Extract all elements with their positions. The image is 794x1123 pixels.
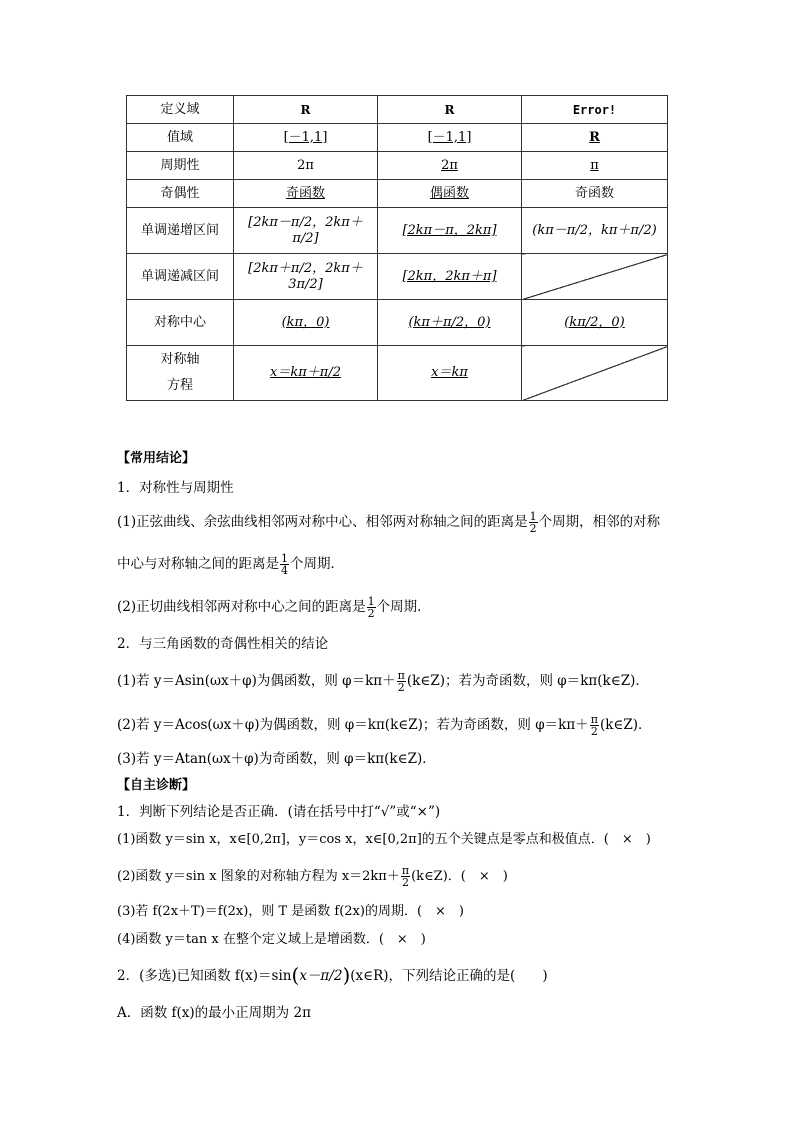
- row-label: 值域: [127, 124, 234, 152]
- fraction-denominator: 4: [281, 564, 288, 577]
- fraction: [590, 714, 599, 737]
- fraction-denominator: 2: [529, 522, 537, 535]
- text: (2)函数 y＝sin x 图象的对称轴方程为 x＝2kπ＋: [117, 869, 400, 884]
- table-row-range: [127, 124, 668, 152]
- cos-decreasing: [2kπ，2kπ＋π]: [402, 268, 497, 284]
- row-label: 单调递减区间: [127, 254, 234, 300]
- sin-parity: 奇函数: [285, 185, 325, 201]
- question-1-item-4: (4)函数 y＝tan x 在整个定义域上是增函数．( × ): [117, 932, 426, 947]
- fraction-numerator: π: [401, 864, 410, 877]
- text: 个周期．: [290, 556, 344, 572]
- row-label: 定义域: [127, 96, 234, 124]
- fraction-denominator: 2: [590, 725, 598, 738]
- text: (k∈Z)．( × ): [411, 869, 508, 884]
- sin-domain: R: [234, 96, 378, 124]
- conclusion-1-2: [117, 596, 431, 619]
- cos-range: [－1,1]: [427, 129, 472, 145]
- fraction: [401, 865, 410, 888]
- cos-domain: R: [378, 96, 522, 124]
- section-heading-common: 【常用结论】: [117, 451, 196, 466]
- row-label-line1: 对称轴: [160, 352, 200, 367]
- sin-increasing: [2kπ－π/2，2kπ＋π/2]: [248, 214, 363, 246]
- fraction-numerator: π: [397, 669, 405, 682]
- conclusion-2-2: [117, 714, 652, 737]
- question-2-stem: [117, 963, 548, 987]
- table-row-increasing: [127, 208, 668, 254]
- tan-domain: Error!: [522, 96, 668, 124]
- conclusion-2-3: (3)若 y＝Atan(ωx＋φ)为奇函数，则 φ＝kπ(k∈Z)．: [117, 751, 436, 767]
- paren-left: (: [291, 963, 300, 987]
- fraction: [529, 511, 538, 534]
- tan-decreasing-empty: [522, 254, 668, 300]
- fraction: [397, 670, 406, 693]
- section-heading-self-check: 【自主诊断】: [117, 778, 196, 793]
- sin-symmetry-center: (kπ，0): [281, 314, 330, 330]
- tan-parity: 奇函数: [574, 185, 614, 201]
- question-1-item-2: [117, 865, 508, 888]
- text: 中心与对称轴之间的距离是: [117, 556, 279, 572]
- table-row-domain: [127, 96, 668, 124]
- text: (k∈Z)．: [599, 717, 652, 733]
- trig-function-table: [126, 95, 668, 401]
- fraction-numerator: 1: [529, 510, 537, 523]
- paren-right: ): [342, 963, 351, 987]
- question-2-option-a: A．函数 f(x)的最小正周期为 2π: [117, 1005, 311, 1021]
- row-label-line2: 方程: [166, 378, 193, 393]
- row-label: 周期性: [127, 152, 234, 180]
- question-1-item-1: (1)函数 y＝sin x，x∈[0,2π]，y＝cos x，x∈[0,2π]的五个关键点是零点和极值点．( × ): [117, 832, 651, 847]
- table-row-decreasing: [127, 254, 668, 300]
- tan-symmetry-axis-empty: [522, 346, 668, 401]
- question-1-title: 1．判断下列结论是否正确．(请在括号中打“√”或“×”): [117, 804, 441, 820]
- sin-symmetry-axis: x＝kπ＋π/2: [270, 365, 341, 380]
- tan-increasing: (kπ－π/2，kπ＋π/2): [532, 222, 657, 238]
- text: (1)若 y＝Asin(ωx＋φ)为偶函数，则 φ＝kπ＋: [117, 673, 396, 689]
- text: (2)正切曲线相邻两对称中心之间的距离是: [117, 599, 366, 615]
- tan-period: π: [590, 157, 599, 173]
- fraction: [367, 596, 376, 619]
- fraction-denominator: 2: [401, 876, 409, 889]
- fraction-denominator: 2: [367, 607, 375, 620]
- cos-symmetry-center: (kπ＋π/2，0): [408, 314, 491, 330]
- cos-parity: 偶函数: [429, 185, 469, 201]
- row-label: 对称中心: [127, 300, 234, 346]
- text: 个周期，相邻的对称: [538, 514, 661, 530]
- text: 个周期．: [376, 599, 431, 615]
- cos-symmetry-axis: x＝kπ: [431, 365, 468, 380]
- text: (x∈R)，下列结论正确的是( ): [350, 968, 548, 984]
- conclusion-1-1-line2: [117, 553, 344, 576]
- tan-symmetry-center: (kπ/2，0): [564, 314, 625, 330]
- sin-range: [－1,1]: [283, 129, 328, 145]
- subheading-symmetry-period: 1．对称性与周期性: [117, 480, 234, 496]
- sin-period: 2π: [297, 157, 314, 173]
- text: 2．(多选)已知函数 f(x)＝sin: [117, 968, 292, 984]
- conclusion-1-1-line1: [117, 511, 660, 534]
- row-label: [127, 346, 234, 401]
- fraction: [280, 553, 289, 576]
- text: (1)正弦曲线、余弦曲线相邻两对称中心、相邻两对称轴之间的距离是: [117, 514, 528, 530]
- tan-range: R: [589, 129, 600, 145]
- subheading-parity: 2．与三角函数的奇偶性相关的结论: [117, 636, 329, 652]
- table-row-parity: [127, 180, 668, 208]
- question-1-item-3: (3)若 f(2x＋T)＝f(2x)，则 T 是函数 f(2x)的周期．( × ): [117, 904, 464, 919]
- text: (2)若 y＝Acos(ωx＋φ)为偶函数，则 φ＝kπ(k∈Z)；若为奇函数，则 φ＝kπ＋: [117, 717, 589, 733]
- conclusion-2-1: [117, 670, 649, 693]
- fraction-numerator: π: [590, 713, 598, 726]
- table-row-period: [127, 152, 668, 180]
- row-label: 奇偶性: [127, 180, 234, 208]
- fraction-numerator: 1: [281, 552, 288, 565]
- fraction-denominator: 2: [397, 681, 405, 694]
- sin-decreasing: [2kπ＋π/2，2kπ＋3π/2]: [248, 260, 363, 292]
- table-row-symmetry-center: [127, 300, 668, 346]
- table-row-symmetry-axis: [127, 346, 668, 401]
- text: (k∈Z)；若为奇函数，则 φ＝kπ(k∈Z)．: [406, 673, 649, 689]
- fraction-numerator: 1: [367, 595, 375, 608]
- row-label: 单调递增区间: [127, 208, 234, 254]
- function-argument: x－π/2: [299, 968, 343, 984]
- cos-period: 2π: [441, 157, 458, 173]
- cos-increasing: [2kπ－π，2kπ]: [402, 222, 497, 238]
